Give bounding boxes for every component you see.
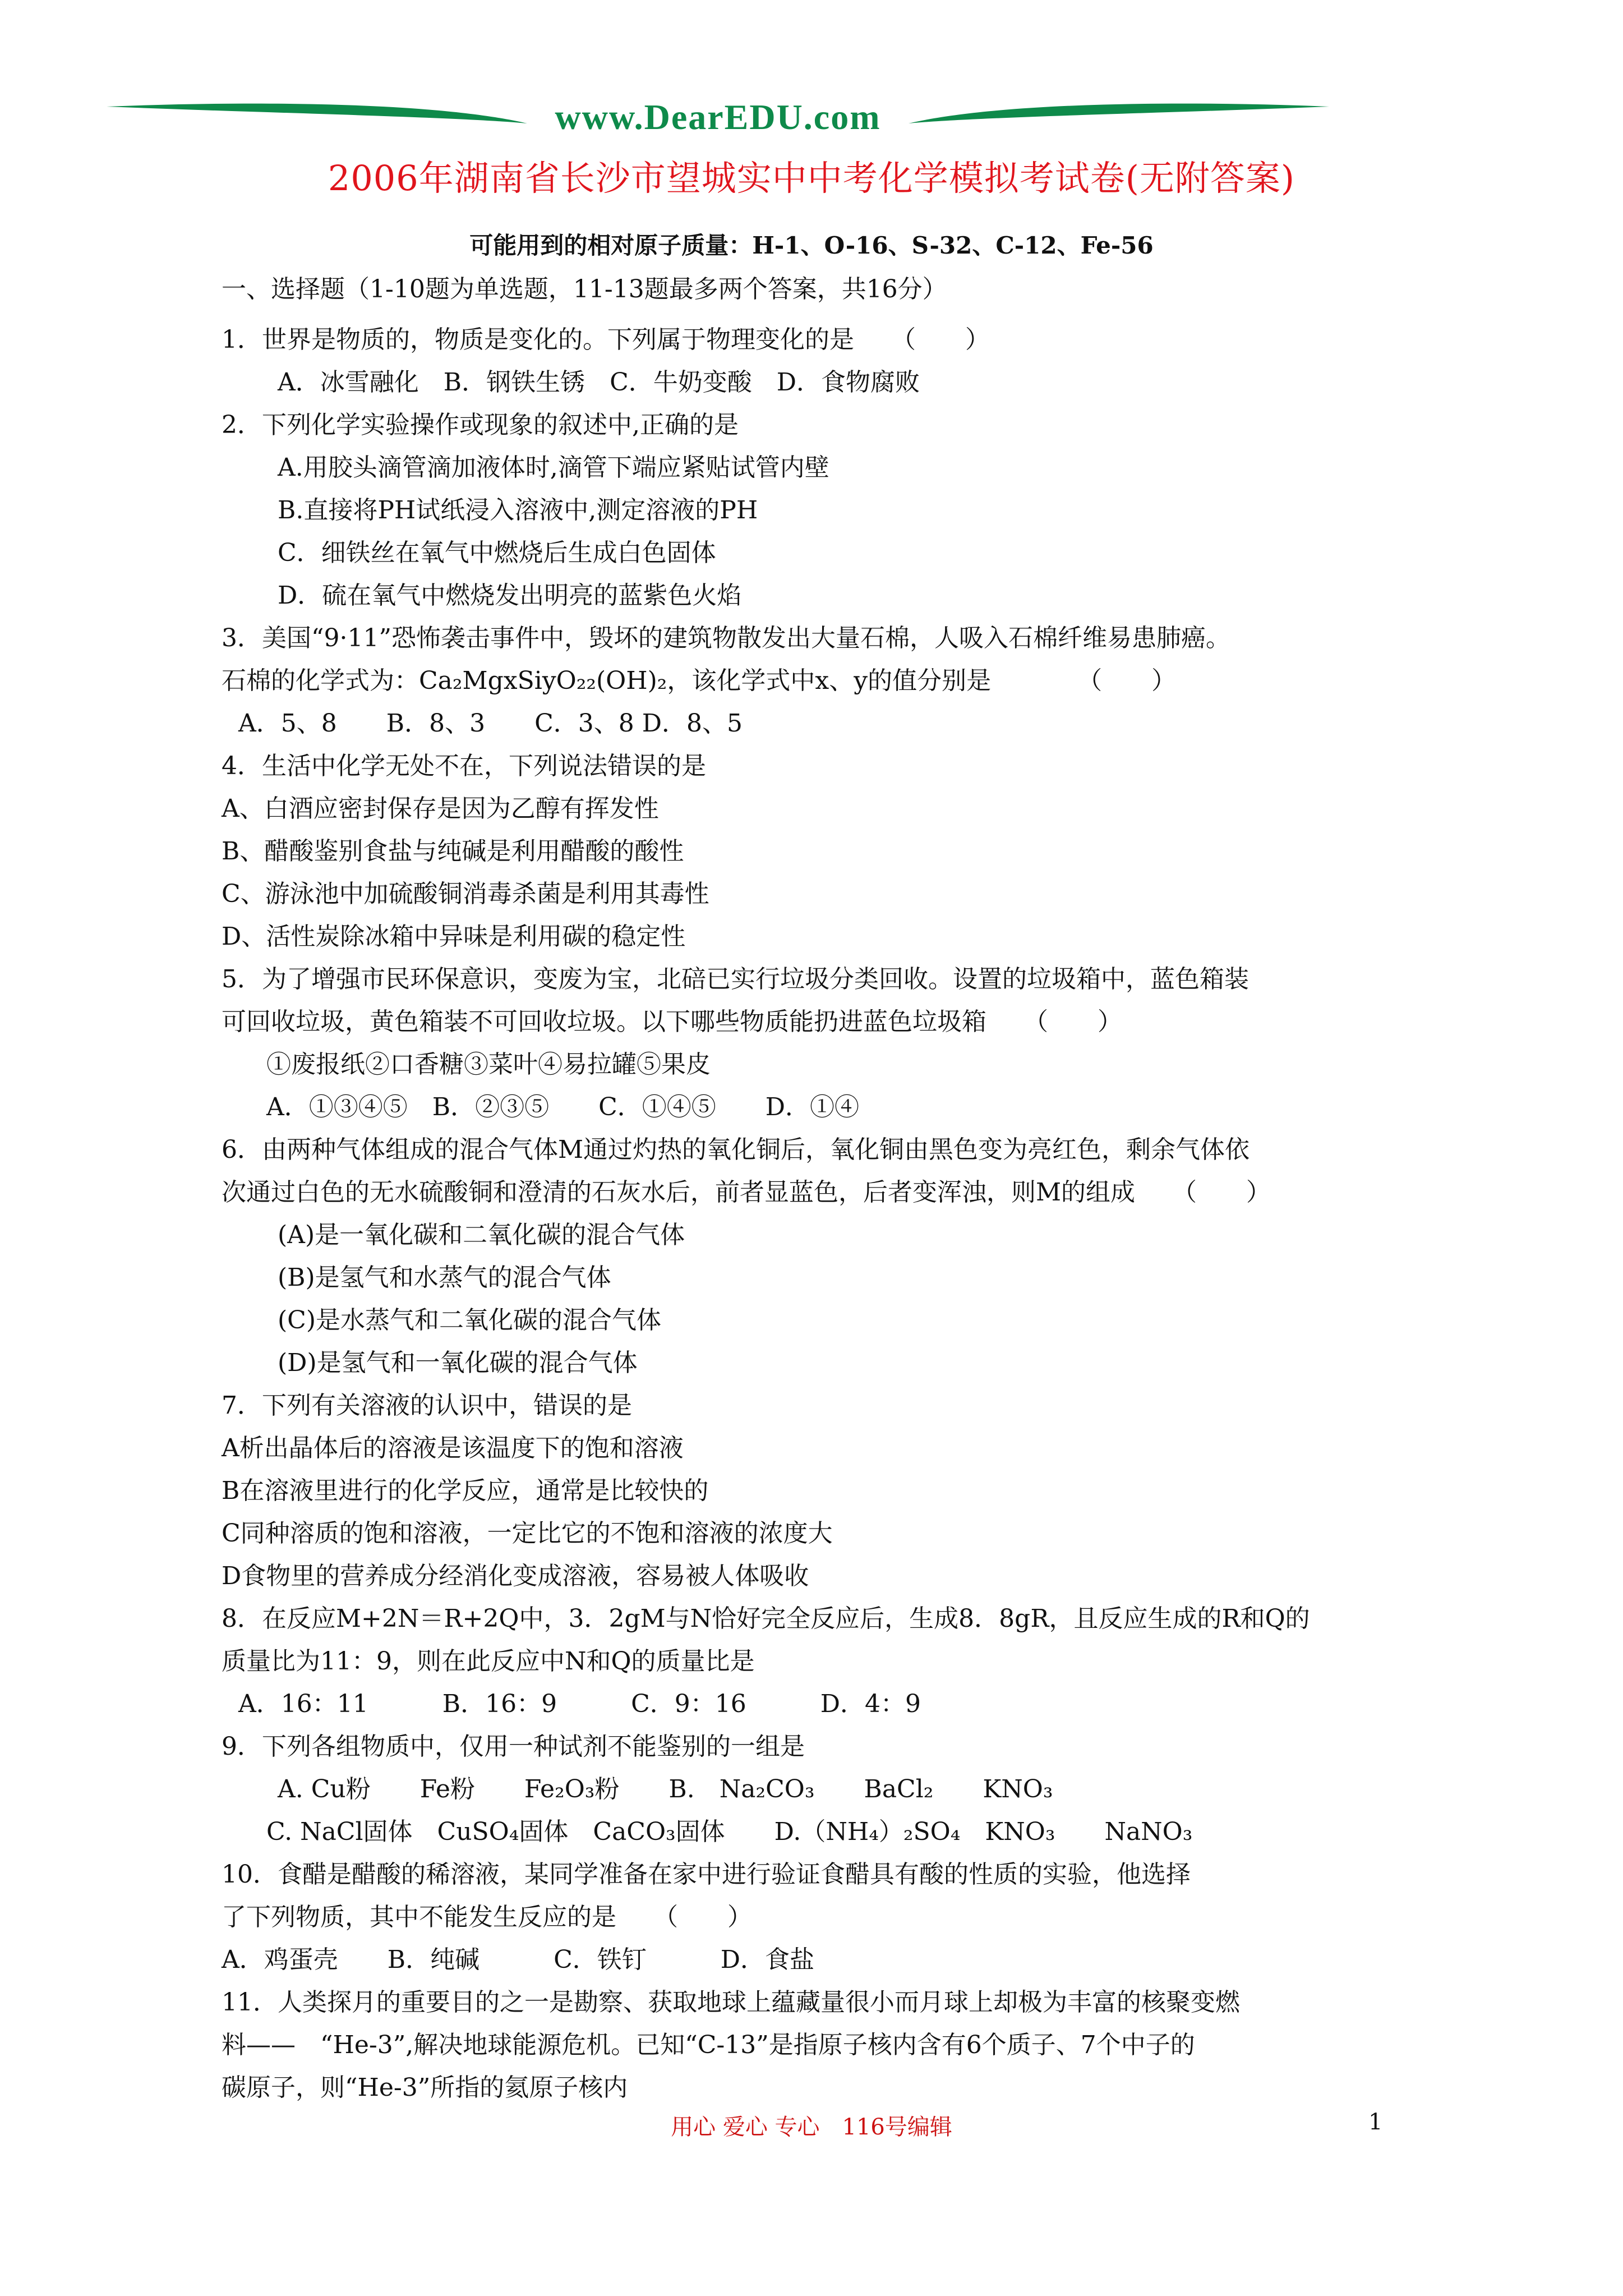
option-line: D．硫在氧气中燃烧发出明亮的蓝紫色火焰 [278,581,742,610]
question-line: 了下列物质，其中不能发生反应的是 （ ） [222,1903,752,1931]
question-line: 7．下列有关溶液的认识中，错误的是 [222,1391,632,1420]
option-line: D、活性炭除冰箱中异味是利用碳的稳定性 [222,922,686,951]
option-line: A．鸡蛋壳 B．纯碱 C．铁钉 D．食盐 [222,1945,815,1974]
banner-site-name: www.DearEDU.com [555,97,881,137]
question-line: 石棉的化学式为：Ca₂MgxSiyO₂₂(OH)₂，该化学式中x、y的值分别是 （ ） [222,666,1177,695]
question-line: 5．为了增强市民环保意识，变废为宝，北碚已实行垃圾分类回收。设置的垃圾箱中，蓝色箱装 [222,965,1249,993]
question-line: 3．美国“9·11”恐怖袭击事件中，毁坏的建筑物散发出大量石棉，人吸入石棉纤维易患肺癌。 [222,624,1230,652]
option-line: C．细铁丝在氧气中燃烧后生成白色固体 [278,539,716,567]
option-line: C. NaCl固体 CuSO₄固体 CaCO₃固体 D.（NH₄）₂SO₄ KNO₃ NaNO₃ [266,1818,1193,1846]
question-line: 8．在反应M+2N＝R+2Q中，3．2gM与N恰好完全反应后，生成8．8gR，且反应生成的R和Q的 [222,1604,1310,1633]
page-subtitle: 可能用到的相对原子质量：H-1、O-16、S-32、C-12、Fe-56 [469,232,1154,259]
question-line: 6．由两种气体组成的混合气体M通过灼热的氧化铜后，氧化铜由黑色变为亮红色，剩余气体依 [222,1135,1250,1164]
option-line: C同种溶质的饱和溶液，一定比它的不饱和溶液的浓度大 [222,1519,833,1548]
option-line: A、白酒应密封保存是因为乙醇有挥发性 [222,794,659,823]
option-line: (D)是氢气和一氧化碳的混合气体 [278,1349,638,1377]
option-line: A.用胶头滴管滴加液体时,滴管下端应紧贴试管内壁 [278,453,829,482]
question-line: 质量比为11：9，则在此反应中N和Q的质量比是 [222,1647,755,1676]
section-heading: 一、选择题（1-10题为单选题，11-13题最多两个答案，共16分） [222,275,947,303]
question-line: 4．生活中化学无处不在，下列说法错误的是 [222,752,706,780]
page-footer: 用心 爱心 专心 116号编辑 [671,2114,952,2140]
option-line: D食物里的营养成分经消化变成溶液，容易被人体吸收 [222,1562,809,1590]
option-line: ①废报纸②口香糖③菜叶④易拉罐⑤果皮 [266,1050,711,1079]
option-line: (A)是一氧化碳和二氧化碳的混合气体 [278,1221,685,1249]
option-line: A．冰雪融化 B．钢铁生锈 C．牛奶变酸 D．食物腐败 [278,368,920,397]
option-line: B.直接将PH试纸浸入溶液中,测定溶液的PH [278,496,758,524]
question-line: 1．世界是物质的，物质是变化的。下列属于物理变化的是 （ ） [222,325,990,354]
page-title: 2006年湖南省长沙市望城实中中考化学模拟考试卷(无附答案) [328,158,1295,199]
question-line: 可回收垃圾，黄色箱装不可回收垃圾。以下哪些物质能扔进蓝色垃圾箱 （ ） [222,1007,1122,1036]
question-line: 料—— “He-3”,解决地球能源危机。已知“C-13”是指原子核内含有6个质子、7个中子的 [222,2031,1195,2059]
option-line: B在溶液里进行的化学反应，通常是比较快的 [222,1476,709,1505]
question-line: 10．食醋是醋酸的稀溶液，某同学准备在家中进行验证食醋具有酸的性质的实验，他选择 [222,1860,1191,1889]
option-line: A. Cu粉 Fe粉 Fe₂O₃粉 B. Na₂CO₃ BaCl₂ KNO₃ [278,1775,1053,1803]
option-line: A．5、8 B．8、3 C．3、8 D．8、5 [238,709,743,738]
option-line: B、醋酸鉴别食盐与纯碱是利用醋酸的酸性 [222,837,684,866]
option-line: A．16：11 B．16：9 C．9：16 D．4：9 [238,1690,921,1718]
header-banner [107,84,1329,157]
question-line: 11．人类探月的重要目的之一是勘察、获取地球上蕴藏量很小而月球上却极为丰富的核聚变燃 [222,1988,1240,2017]
question-line: 2．下列化学实验操作或现象的叙述中,正确的是 [222,411,739,439]
question-line: 次通过白色的无水硫酸铜和澄清的石灰水后，前者显蓝色，后者变浑浊，则M的组成 （ ） [222,1178,1271,1207]
question-line: 9．下列各组物质中，仅用一种试剂不能鉴别的一组是 [222,1732,805,1761]
option-line: C、游泳池中加硫酸铜消毒杀菌是利用其毒性 [222,880,709,908]
question-line: 碳原子，则“He-3”所指的氦原子核内 [222,2073,628,2102]
option-line: (C)是水蒸气和二氧化碳的混合气体 [278,1306,661,1335]
option-line: (B)是氢气和水蒸气的混合气体 [278,1263,611,1292]
exam-content [222,268,1444,2109]
page-number: 1 [1368,2109,1383,2135]
option-line: A．①③④⑤ B．②③⑤ C．①④⑤ D．①④ [266,1093,860,1121]
option-line: A析出晶体后的溶液是该温度下的饱和溶液 [222,1434,684,1462]
